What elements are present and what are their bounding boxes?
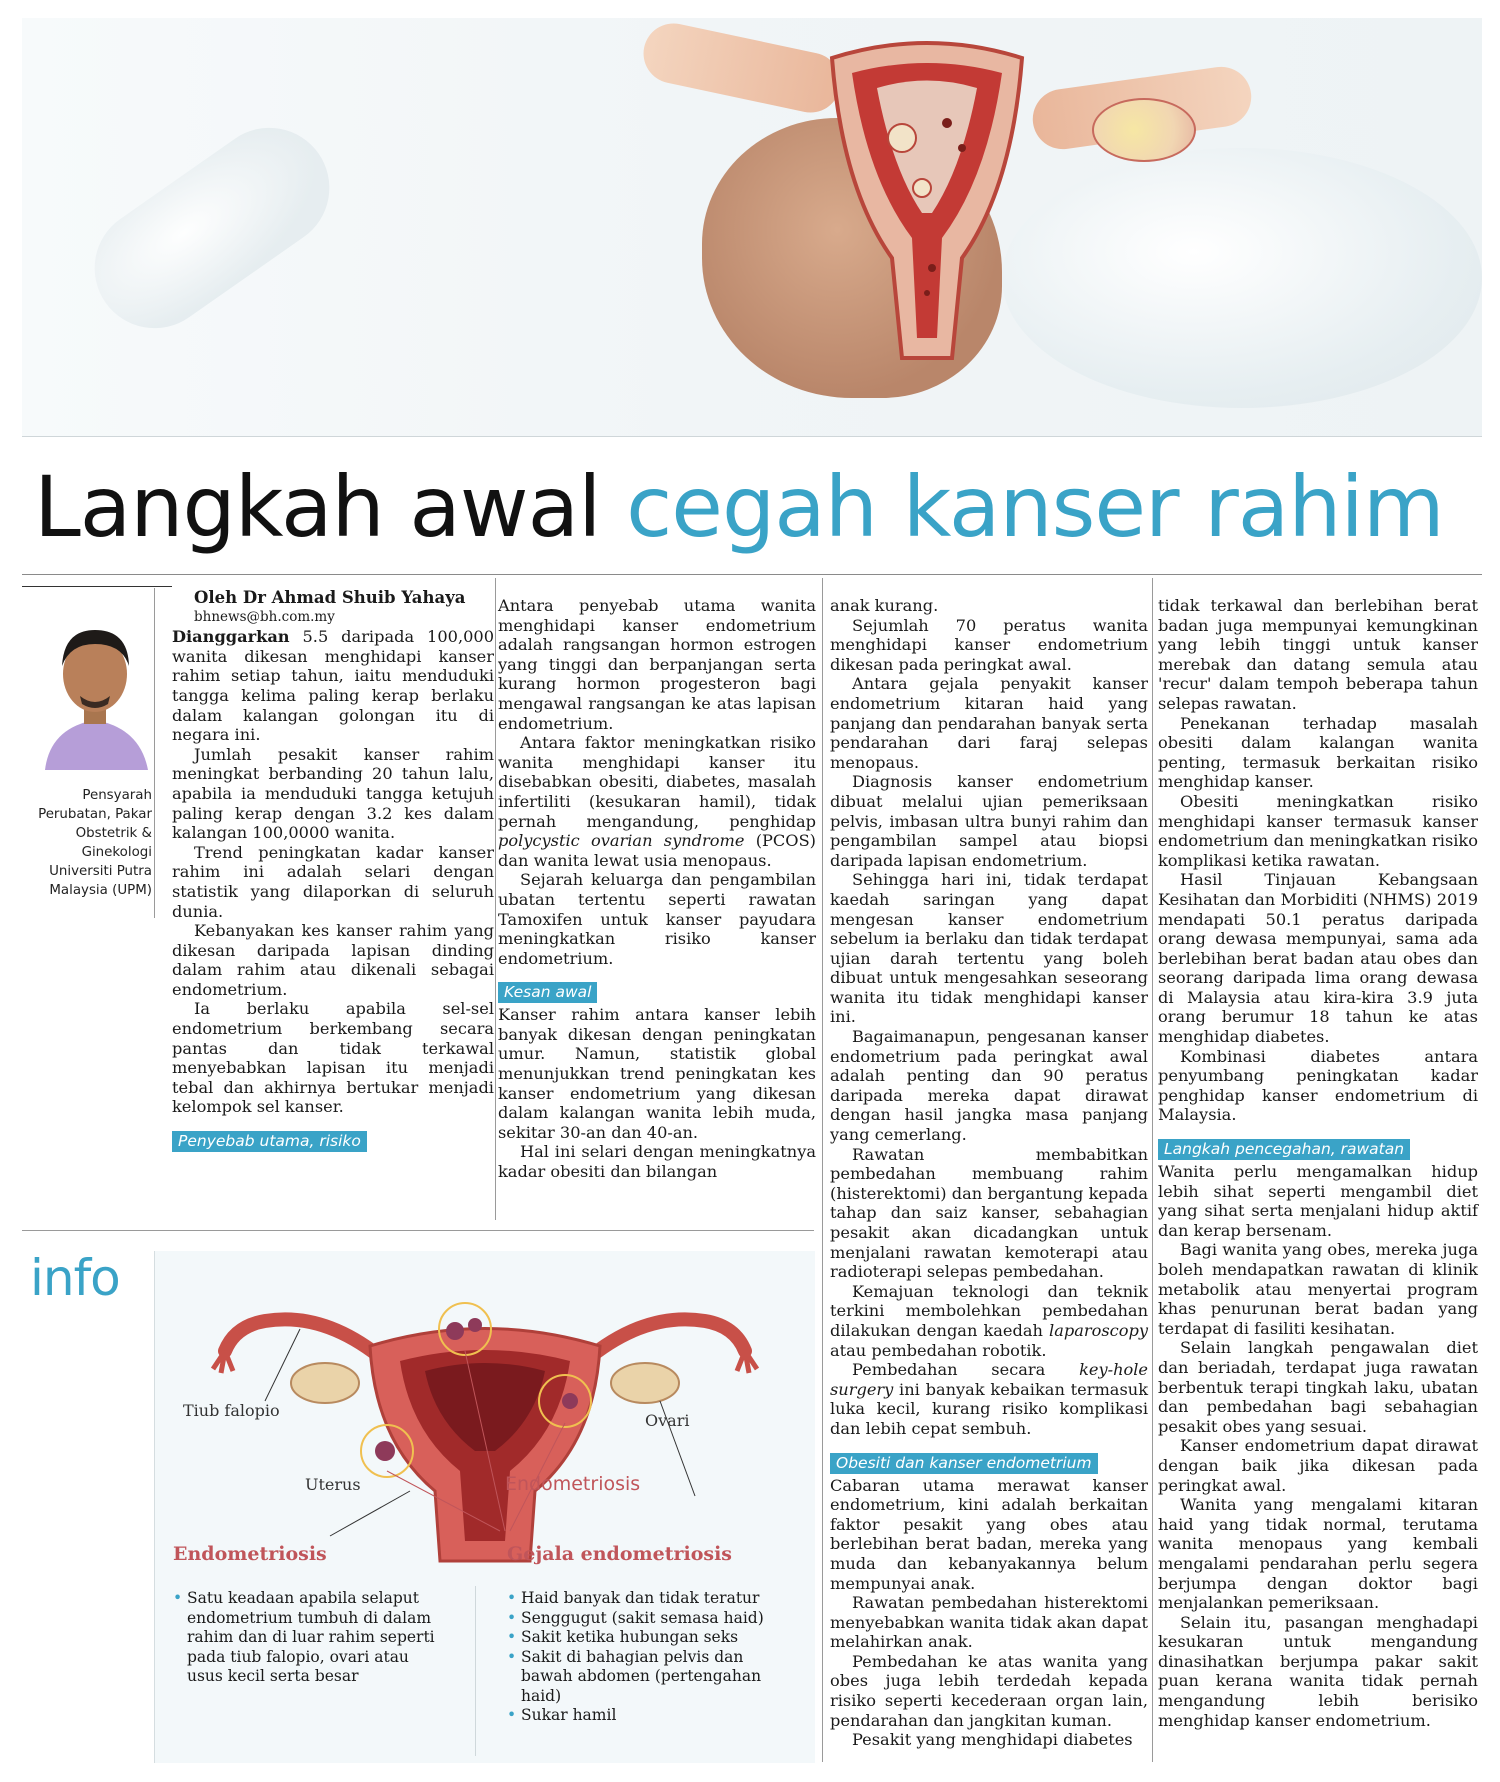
paragraph: Bagaimanapun, pengesanan kanser endometrium pada peringkat awal adalah penting dan 90 peratus daripada mereka dapat dirawat dengan hasil jangka masa panjang yang cemerlang. xyxy=(830,1027,1148,1145)
label-endometriosis: Endometriosis xyxy=(505,1473,641,1495)
list-item: • Satu keadaan apabila selaput endometrium tumbuh di dalam rahim dan di luar rahim seperti pada tiub falopio, ovari atau usus kecil serta besar xyxy=(173,1589,443,1687)
paragraph xyxy=(172,627,494,745)
paragraph: Trend peningkatan kadar kanser rahim ini adalah selari dengan statistik yang dilaporkan di seluruh dunia. xyxy=(172,842,494,921)
list-item: • Sakit ketika hubungan seks xyxy=(507,1628,797,1648)
paragraph: Ia berlaku apabila sel-sel endometrium berkembang secara pantas dan tidak terkawal menyebabkan lapisan itu menjadi tebal dan akhirnya bertukar menjadi kelompok sel kanser. xyxy=(172,999,494,1117)
author-box xyxy=(22,588,155,918)
paragraph: Jumlah pesakit kanser rahim meningkat berbanding 20 tahun lalu, apabila ia menduduki tangga ketujuh paling kerap dengan 3.2 kes dalam kalangan 100,0000 wanita. xyxy=(172,744,494,843)
italic-term: polycystic ovarian syndrome xyxy=(498,831,745,851)
list-item: • Senggugut (sakit semasa haid) xyxy=(507,1609,797,1629)
article-column-3 xyxy=(830,596,1148,1750)
italic-term: key-hole surgery xyxy=(830,1360,1148,1399)
article-column-1 xyxy=(172,588,494,1154)
box-title-endometriosis: Endometriosis xyxy=(173,1543,327,1565)
byline-name: Oleh Dr Ahmad Shuib Yahaya xyxy=(194,588,466,607)
paragraph: Kanser endometrium dapat dirawat dengan baik jika dikesan pada peringkat awal. xyxy=(1158,1436,1478,1495)
italic-term: laparoscopy xyxy=(1049,1320,1148,1340)
caption-line: Perubatan, Pakar xyxy=(38,807,152,822)
paragraph: Bagi wanita yang obes, mereka juga boleh mendapatkan rawatan di klinik metabolik atau menyertai program khas penurunan berat badan yang terdapat di fasiliti kesihatan. xyxy=(1158,1240,1478,1338)
paragraph: Rawatan membabitkan pembedahan membuang rahim (histerektomi) dan bergantung kepada tahap dan saiz kanser, sebahagian pesakit akan dicadangkan untuk menjalani rawatan kemoterapi atau radioterapi selepas pembedahan. xyxy=(830,1144,1148,1282)
paragraph-text: ini banyak kebaikan termasuk luka kecil, kurang risiko komplikasi dan lebih cepat sembuh. xyxy=(830,1379,1148,1438)
box-title-symptoms: Gejala endometriosis xyxy=(507,1543,732,1565)
info-box-divider xyxy=(475,1586,476,1756)
author-divider xyxy=(22,586,172,587)
caption-line: Obstetrik & Ginekologi xyxy=(75,826,152,860)
paragraph: Hal ini selari dengan meningkatnya kadar obesiti dan bilangan xyxy=(498,1142,816,1182)
paragraph-text: Kemajuan teknologi dan teknik terkini membolehkan pembedahan dilakukan dengan kaedah xyxy=(830,1281,1148,1340)
label-ovary: Ovari xyxy=(645,1411,690,1430)
ovary-shape xyxy=(1092,98,1196,162)
column-divider xyxy=(495,578,496,1220)
list-item: • Sakit di bahagian pelvis dan bawah abdomen (pertengahan haid) xyxy=(507,1648,797,1707)
paragraph: Penekanan terhadap masalah obesiti dalam kalangan wanita penting, termasuk berkaitan risiko menghidap kanser. xyxy=(1158,713,1478,792)
headline xyxy=(22,436,1482,575)
article-page xyxy=(22,18,1482,1762)
caption-line: Pensyarah xyxy=(82,788,152,803)
paragraph: Wanita yang mengalami kitaran haid yang tidak normal, terutama wanita menopaus yang kembali mengalami pendarahan perlu segera berjumpa dengan doktor bagi menjalankan pemeriksaan. xyxy=(1158,1495,1478,1613)
paragraph: Sejumlah 70 peratus wanita menghidapi kanser endometrium dikesan pada peringkat awal. xyxy=(830,615,1148,674)
endometriosis-definition-list xyxy=(173,1589,443,1687)
subhead: Langkah pencegahan, rawatan xyxy=(1158,1139,1410,1160)
hero-image xyxy=(22,18,1482,437)
paragraph-text: 5.5 daripada 100,000 wanita dikesan menghidapi kanser rahim setiap tahun, iaitu menduduki tangga kelima paling kerap berlaku dalam kalangan golongan itu di negara ini. xyxy=(172,627,494,745)
paragraph xyxy=(830,1282,1148,1360)
subhead: Kesan awal xyxy=(498,982,597,1003)
label-uterus: Uterus xyxy=(305,1475,361,1494)
subhead: Penyebab utama, risiko xyxy=(172,1131,367,1152)
paragraph: Selain itu, pasangan menghadapi kesukaran untuk mengandung dinasihatkan berjumpa pakar sakit puan kerana wanita tidak pernah mengandung lebih berisiko menghidap kanser endometrium. xyxy=(1158,1612,1478,1730)
paragraph-text: Antara faktor meningkatkan risiko wanita menghidapi kanser itu disebabkan obesiti, diabetes, masalah infertiliti (kesukaran hamil), tidak pernah mengandung, penghidap xyxy=(498,733,816,831)
lead-word: Dianggarkan xyxy=(172,627,290,647)
paragraph: Pembedahan ke atas wanita yang obes juga lebih terdedah kepada risiko seperti kecederaan organ lain, pendarahan dan jangkitan kuman. xyxy=(830,1651,1148,1730)
subhead: Obesiti dan kanser endometrium xyxy=(830,1453,1098,1474)
paragraph: Antara gejala penyakit kanser endometrium kitaran haid yang panjang dan pendarahan banyak serta pendarahan dari faraj selepas menopaus. xyxy=(830,674,1148,772)
title-part-dark: Langkah awal xyxy=(34,458,601,556)
symptoms-list xyxy=(507,1589,797,1726)
paragraph: Obesiti meningkatkan risiko menghidapi kanser termasuk kanser endometrium dan meningkatkan risiko komplikasi ketika rawatan. xyxy=(1158,791,1478,870)
paragraph: Sejarah keluarga dan pengambilan ubatan tertentu seperti rawatan Tamoxifen untuk kanser payudara meningkatkan risiko kanser endometrium. xyxy=(498,870,816,968)
author-caption xyxy=(22,786,152,900)
paragraph-text: Pembedahan secara xyxy=(852,1360,1080,1380)
paragraph-text: atau pembedahan robotik. xyxy=(830,1340,1047,1360)
list-item: • Sukar hamil xyxy=(507,1706,797,1726)
caption-line: Malaysia (UPM) xyxy=(49,883,152,898)
paragraph: Kombinasi diabetes antara penyumbang peningkatan kadar penghidap kanser endometrium di Malaysia. xyxy=(1158,1046,1478,1125)
paragraph xyxy=(830,1360,1148,1438)
paragraph: Selain langkah pengawalan diet dan beriadah, terdapat juga rawatan berbentuk terapi tingkah laku, ubatan dan pembedahan bagi sebahagian pesakit obes yang sesuai. xyxy=(1158,1338,1478,1436)
column-divider xyxy=(822,578,823,1762)
uterus-model-illustration xyxy=(822,38,1032,368)
paragraph: Wanita perlu mengamalkan hidup lebih sihat seperti mengambil diet yang sihat serta menjalani hidup aktif dan kerap bersenam. xyxy=(1158,1162,1478,1240)
glove-right-shape xyxy=(1002,148,1482,408)
paragraph: Kebanyakan kes kanser rahim yang dikesan daripada lapisan dinding dalam rahim atau dikenali sebagai endometrium. xyxy=(172,921,494,999)
author-photo xyxy=(40,608,150,770)
info-label: info xyxy=(30,1249,120,1307)
byline-email: bhnews@bh.com.my xyxy=(194,608,335,625)
article-column-2 xyxy=(498,596,816,1182)
column-divider xyxy=(1152,578,1153,1762)
info-panel xyxy=(22,1230,814,1763)
label-fallopian-tube: Tiub falopio xyxy=(183,1401,280,1420)
info-inner xyxy=(154,1251,815,1763)
paragraph: Antara penyebab utama wanita menghidapi kanser endometrium adalah rangsangan hormon estrogen yang tinggi dan berpanjangan serta kurang hormon progesteron bagi mengawal rangsangan ke atas lapisan endometrium. xyxy=(498,596,816,733)
paragraph: anak kurang. xyxy=(830,596,939,615)
glove-left-shape xyxy=(71,104,353,351)
list-item: • Haid banyak dan tidak teratur xyxy=(507,1589,797,1609)
paragraph: tidak terkawal dan berlebihan berat badan juga mempunyai kemungkinan yang lebih tinggi untuk kanser merebak dan datang semula atau 'recur' dalam tempoh beberapa tahun selepas rawatan. xyxy=(1158,596,1478,713)
paragraph-text: (PCOS) dan wanita lewat usia menopaus. xyxy=(498,831,816,870)
paragraph: Hasil Tinjauan Kebangsaan Kesihatan dan Morbiditi (NHMS) 2019 mendapati 50.1 peratus daripada orang dewasa mempunyai, sama ada berlebihan berat badan atau obes dan seorang daripada lima orang dewasa di Malaysia atau kira-kira 3.9 juta orang berumur 18 tahun ke atas menghidap diabetes. xyxy=(1158,870,1478,1047)
paragraph: Diagnosis kanser endometrium dibuat melalui ujian pemeriksaan pelvis, imbasan ultra bunyi rahim dan pengambilan sampel atau biopsi daripada lapisan endometrium. xyxy=(830,772,1148,870)
paragraph xyxy=(498,733,816,870)
caption-line: Universiti Putra xyxy=(49,864,152,879)
paragraph: Kanser rahim antara kanser lebih banyak dikesan dengan peningkatan umur. Namun, statistik global menunjukkan trend peningkatan kes kanser endometrium yang dikesan dalam kalangan wanita lebih muda, sekitar 30-an dan 40-an. xyxy=(498,1005,816,1142)
paragraph: Rawatan pembedahan histerektomi menyebabkan wanita tidak akan dapat melahirkan anak. xyxy=(830,1593,1148,1652)
paragraph: Pesakit yang menghidapi diabetes xyxy=(852,1730,1133,1750)
title-part-blue: cegah kanser rahim xyxy=(626,458,1444,556)
fallopian-tube-left-shape xyxy=(638,18,846,118)
article-column-4 xyxy=(1158,596,1478,1730)
paragraph: Cabaran utama merawat kanser endometrium, kini adalah berkaitan faktor pesakit yang obes atau berlebihan berat badan, mereka yang muda dan kebanyakannya belum mempunyai anak. xyxy=(830,1475,1148,1593)
paragraph: Sehingga hari ini, tidak terdapat kaedah saringan yang dapat mengesan kanser endometrium sebelum ia berlaku dan tidak terdapat ujian darah tertentu yang boleh dibuat untuk mengesahkan seseorang wanita itu tidak menghidapi kanser ini. xyxy=(830,870,1148,1027)
article-title xyxy=(34,458,1444,556)
